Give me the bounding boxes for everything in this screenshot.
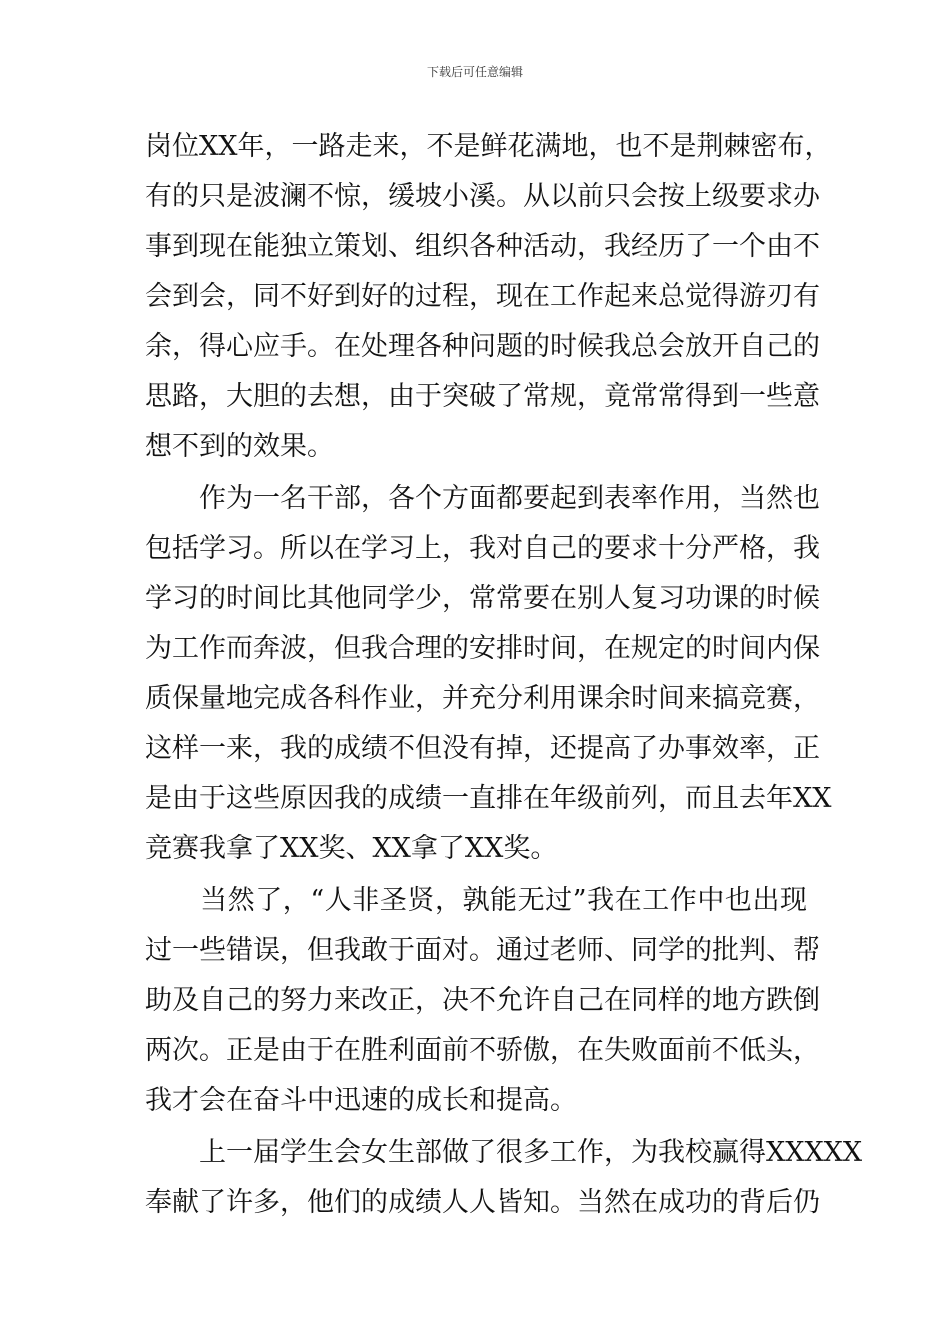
text-line: 两次。正是由于在胜利面前不骄傲，在失败面前不低头， xyxy=(145,1035,820,1066)
text-line: 学习的时间比其他同学少，常常要在别人复习功课的时候 xyxy=(145,583,820,614)
text-line: 竞赛我拿了XX奖、XX拿了XX奖。 xyxy=(145,833,558,864)
text-line: 质保量地完成各科作业，并充分利用课余时间来搞竞赛， xyxy=(145,683,820,714)
text-line: 奉献了许多，他们的成绩人人皆知。当然在成功的背后仍 xyxy=(145,1187,820,1218)
text-line: 是由于这些原因我的成绩一直排在年级前列，而且去年XX xyxy=(145,783,832,814)
page-header-note: 下载后可任意编辑 xyxy=(426,65,523,79)
text-line: 有的只是波澜不惊，缓坡小溪。从以前只会按上级要求办 xyxy=(145,181,820,212)
text-line: 思路，大胆的去想，由于突破了常规，竟常常得到一些意 xyxy=(145,381,820,412)
paragraph xyxy=(145,474,832,874)
text-line: 为工作而奔波，但我合理的安排时间，在规定的时间内保 xyxy=(145,633,820,664)
text-line: 我才会在奋斗中迅速的成长和提高。 xyxy=(145,1085,577,1116)
paragraph xyxy=(145,122,832,472)
text-line: 会到会，同不好到好的过程，现在工作起来总觉得游刃有 xyxy=(145,281,820,312)
document-body xyxy=(145,122,863,1228)
text-line: 事到现在能独立策划、组织各种活动，我经历了一个由不 xyxy=(145,231,820,262)
text-line: 包括学习。所以在学习上，我对自己的要求十分严格，我 xyxy=(145,533,820,564)
text-line: 助及自己的努力来改正，决不允许自己在同样的地方跌倒 xyxy=(145,985,820,1016)
paragraph xyxy=(145,1128,863,1228)
text-line: 作为一名干部，各个方面都要起到表率作用，当然也 xyxy=(145,483,820,514)
text-line: 过一些错误，但我敢于面对。通过老师、同学的批判、帮 xyxy=(145,935,820,966)
text-line: 岗位XX年，一路走来，不是鲜花满地，也不是荆棘密布， xyxy=(145,131,832,162)
paragraph xyxy=(145,876,820,1126)
text-line: 当然了，“人非圣贤，孰能无过”我在工作中也出现 xyxy=(145,885,807,916)
text-line: 余，得心应手。在处理各种问题的时候我总会放开自己的 xyxy=(145,331,820,362)
text-line: 想不到的效果。 xyxy=(145,431,334,462)
text-line: 上一届学生会女生部做了很多工作，为我校赢得XXXXX xyxy=(145,1137,863,1168)
text-line: 这样一来，我的成绩不但没有掉，还提高了办事效率，正 xyxy=(145,733,820,764)
